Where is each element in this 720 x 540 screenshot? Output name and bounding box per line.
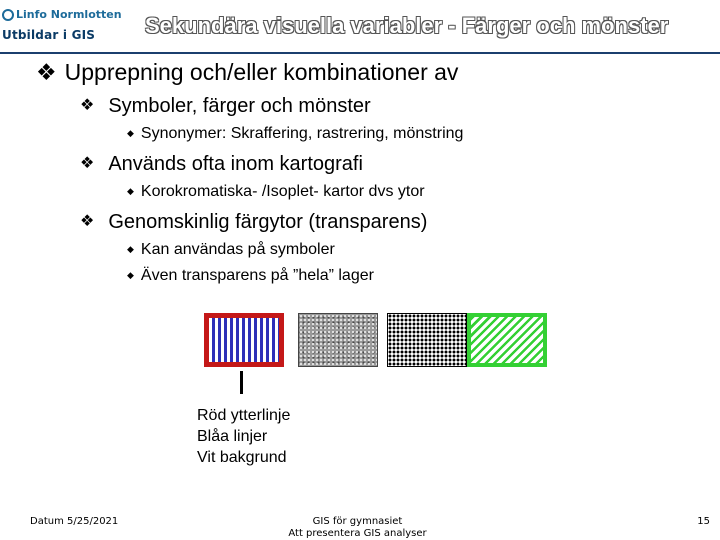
slide-header: [0, 0, 720, 52]
sub-bullet-text: Korokromatiska- /Isoplet- kartor dvs ytor: [140, 183, 425, 200]
caption-line: Röd ytterlinje: [197, 407, 291, 424]
footer-center: [270, 516, 445, 540]
section-heading-2: [80, 153, 363, 176]
main-bullet: [36, 59, 458, 86]
footer-center-line: Att presentera GIS analyser: [288, 528, 427, 539]
diamond-bullet-icon: ❖: [80, 211, 95, 230]
small-diamond-icon: ◆: [127, 271, 134, 281]
main-bullet-text: Upprepning och/eller kombinationer av: [64, 59, 459, 85]
caption-pointer-line: [240, 371, 243, 394]
sub-bullet-text: Även transparens på ”hela” lager: [140, 267, 374, 284]
footer-date: Datum 5/25/2021: [30, 516, 119, 527]
swatch-black-dots: [387, 313, 467, 367]
section-heading-text: Används ofta inom kartografi: [108, 153, 363, 175]
logo: [2, 6, 122, 46]
sub-bullet: [127, 267, 374, 285]
small-diamond-icon: ◆: [127, 245, 134, 255]
caption-line: Blåa linjer: [197, 428, 268, 445]
diamond-bullet-icon: ❖: [80, 153, 95, 172]
logo-top-text: Linfo Normlotten: [16, 8, 122, 21]
sub-bullet: [127, 183, 425, 201]
footer-center-line: GIS för gymnasiet: [312, 516, 403, 527]
swatch-caption: [197, 405, 290, 468]
small-diamond-icon: ◆: [127, 187, 134, 197]
section-heading-1: [80, 95, 371, 118]
swatch-green-hatch: [467, 313, 547, 367]
section-heading-3: [80, 211, 427, 234]
swatch-gray-raster: [298, 313, 378, 367]
diamond-bullet-icon: ❖: [80, 95, 95, 114]
diamond-bullet-icon: ❖: [36, 60, 57, 86]
swatch-red-outline-blue-lines: [204, 313, 284, 367]
header-divider: [0, 52, 720, 54]
footer-page-number: 15: [697, 516, 710, 527]
sub-bullet: [127, 125, 463, 143]
sub-bullet-text: Kan användas på symboler: [140, 241, 335, 258]
sub-bullet-text: Synonymer: Skraffering, rastrering, mönstring: [140, 125, 464, 142]
logo-ring-icon: [2, 9, 14, 21]
sub-bullet: [127, 241, 335, 259]
small-diamond-icon: ◆: [127, 129, 134, 139]
section-heading-text: Symboler, färger och mönster: [108, 95, 371, 117]
caption-line: Vit bakgrund: [197, 449, 287, 466]
slide-title: Sekundära visuella variabler - Färger och mönster: [145, 13, 669, 38]
logo-top: [2, 8, 122, 21]
section-heading-text: Genomskinlig färgytor (transparens): [108, 211, 428, 233]
logo-bottom-text: Utbildar i GIS: [2, 28, 96, 42]
